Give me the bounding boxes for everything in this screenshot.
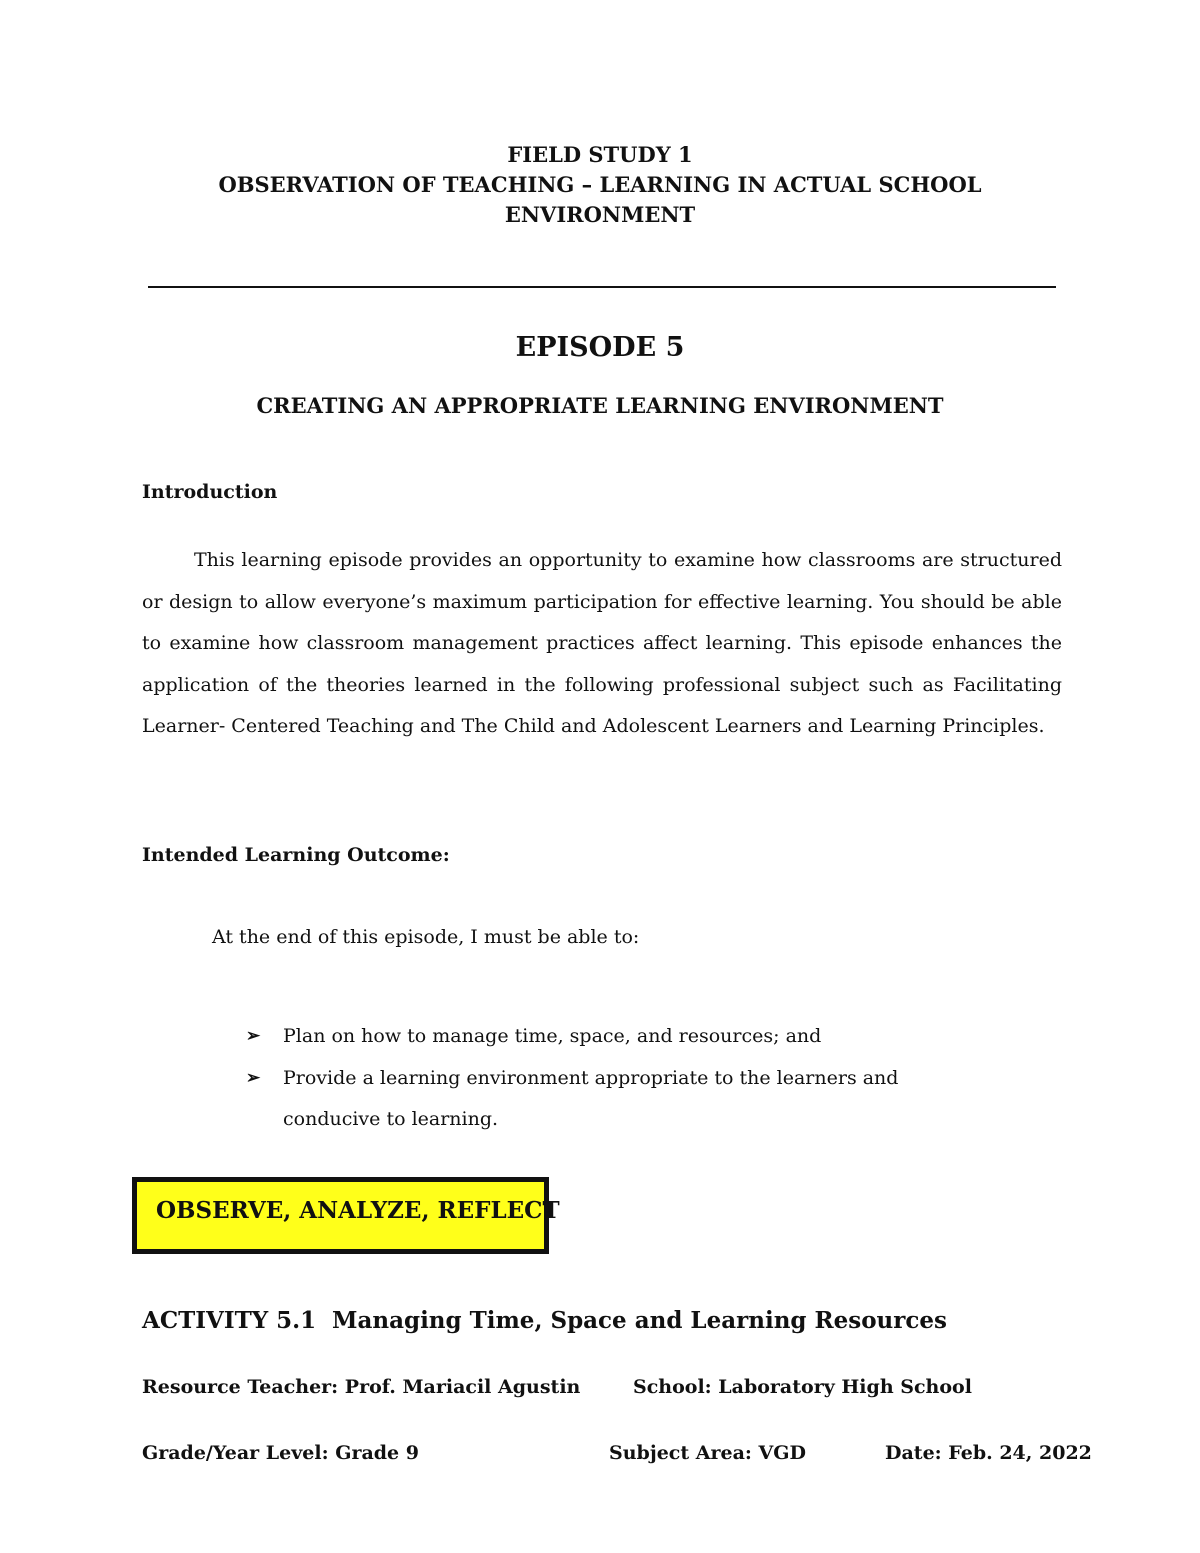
observe-analyze-reflect-box <box>132 1177 560 1254</box>
activity-title: Managing Time, Space and Learning Resources <box>332 1307 947 1334</box>
episode-subtitle: CREATING AN APPROPRIATE LEARNING ENVIRONMENT <box>256 393 944 418</box>
introduction-heading: Introduction <box>142 481 278 503</box>
introduction-paragraph: This learning episode provides an opportunity to examine how classrooms are structured or design to allow everyone’s maximum participation for effective learning. You should be able to examine how classroom management practices affect learning. This episode enhances the application of the theories learned in the following professional subject such as Facilitating Learner- Centered Teaching and The Child and Adolescent Learners and Learning Principles. <box>142 549 1062 737</box>
episode-title: EPISODE 5 <box>515 332 685 363</box>
list-item-text: Plan on how to manage time, space, and resources; and <box>283 1025 822 1047</box>
list-item <box>246 1016 946 1058</box>
callout-label: OBSERVE, ANALYZE, REFLECT <box>156 1197 560 1224</box>
learning-outcome-lead: At the end of this episode, I must be able to: <box>212 926 640 948</box>
learning-outcome-list <box>246 1016 946 1141</box>
list-item-text: Provide a learning environment appropriate to the learners and conducive to learning. <box>283 1066 899 1130</box>
field-study-subtitle-line-1: OBSERVATION OF TEACHING – LEARNING IN ACTUAL SCHOOL <box>218 172 982 197</box>
learning-outcome-heading: Intended Learning Outcome: <box>142 844 450 866</box>
arrowhead-bullet-icon: ➢ <box>246 1026 261 1046</box>
grade-level-field: Grade/Year Level: Grade 9 <box>142 1442 419 1464</box>
list-item <box>246 1058 946 1141</box>
horizontal-divider <box>148 286 1056 288</box>
field-study-subtitle-line-2: ENVIRONMENT <box>504 202 696 227</box>
resource-teacher-field: Resource Teacher: Prof. Mariacil Agustin <box>142 1376 581 1398</box>
arrowhead-bullet-icon: ➢ <box>246 1067 261 1088</box>
activity-heading <box>142 1303 947 1339</box>
activity-number: ACTIVITY 5.1 <box>142 1307 317 1334</box>
date-field: Date: Feb. 24, 2022 <box>885 1442 1092 1464</box>
field-study-title: FIELD STUDY 1 <box>507 142 693 167</box>
subject-area-field: Subject Area: VGD <box>609 1442 806 1464</box>
school-field: School: Laboratory High School <box>633 1376 972 1398</box>
